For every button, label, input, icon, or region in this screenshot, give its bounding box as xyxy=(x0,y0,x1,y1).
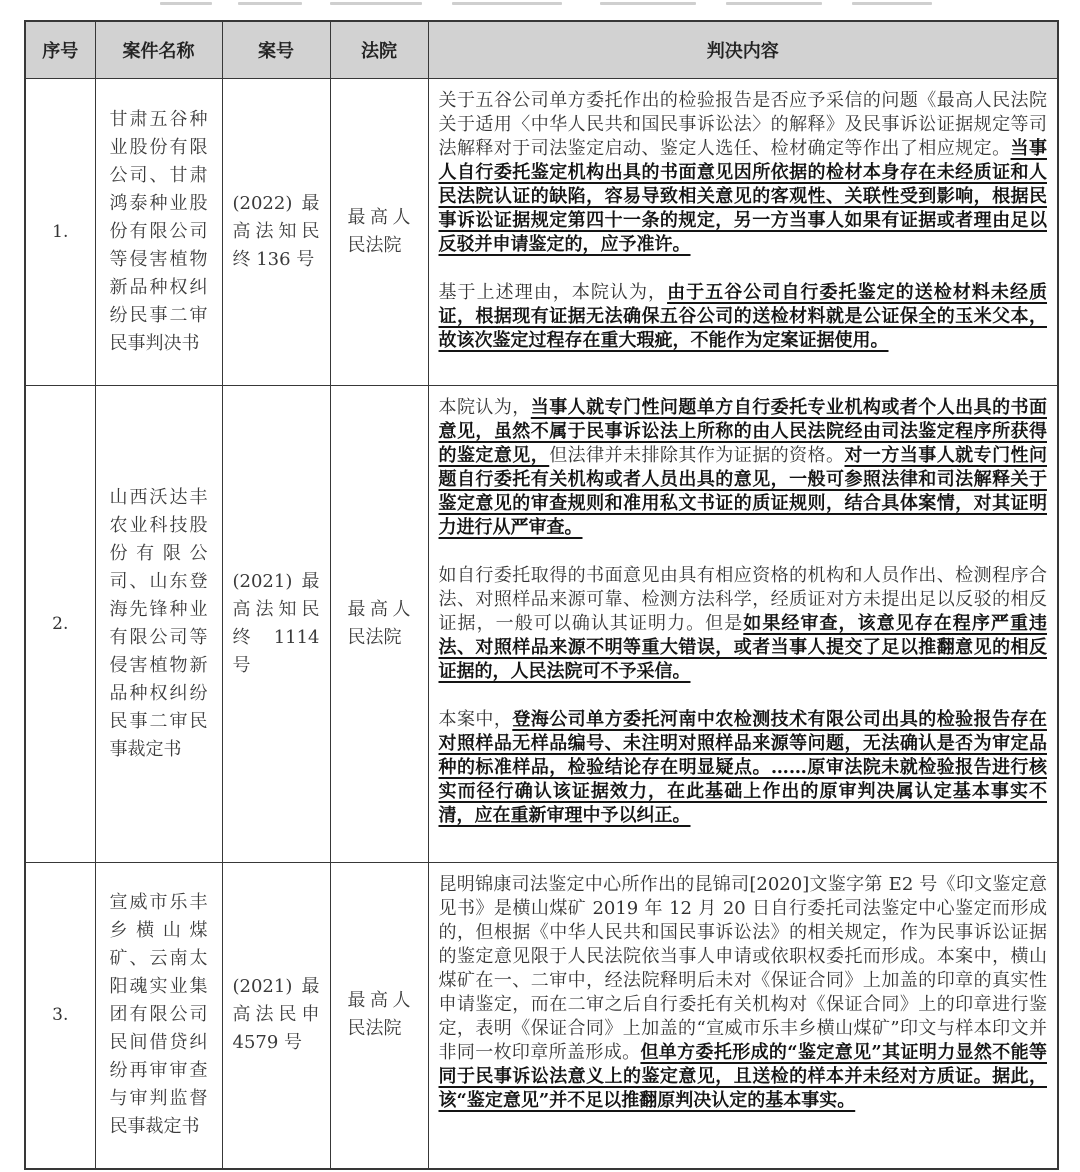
plain-text: 但法律并未排除其作为证据的资格。 xyxy=(549,445,845,466)
title-fragment xyxy=(238,2,302,5)
plain-text: 本案中， xyxy=(438,709,513,730)
cell-case-name: 宣威市乐丰乡横山煤矿、云南太阳魂实业集团有限公司民间借贷纠纷再审审查与审判监督民事裁定书 xyxy=(95,863,222,1169)
header-court: 法院 xyxy=(330,21,428,79)
title-fragment xyxy=(852,2,932,5)
emphasized-text: 但单方委托形成的“鉴定意见”其证明力显然不能等同于民事诉讼法意义上的鉴定意见，且送检的样本并未经对方质证。据此，该“鉴定意见”并不足以推翻原判决认定的基本事实。 xyxy=(438,1042,1047,1111)
emphasized-text: 登海公司单方委托河南中农检测技术有限公司出具的检验报告存在对照样品无样品编号、未注明对照样品来源等问题，无法确认是否为审定品种的标准样品，检验结论存在明显疑点。……原审法院未就检验报告进行核实而径行确认该证据效力，在此基础上作出的原审判决属认定基本事实不清，应在重新审理中予以纠正。 xyxy=(438,709,1047,826)
cell-index: 3. xyxy=(25,863,95,1169)
header-index: 序号 xyxy=(25,21,95,79)
emphasized-text: 当事人自行委托鉴定机构出具的书面意见因所依据的检材本身存在未经质证和人民法院认证的缺陷，容易导致相关意见的客观性、关联性受到影响，根据民事诉讼证据规定第四十一条的规定，另一方当事人如果有证据或者理由足以反驳并申请鉴定的，应予准许。 xyxy=(438,138,1047,255)
judgment-table xyxy=(24,20,1059,1170)
cell-index: 2. xyxy=(25,386,95,863)
table-row xyxy=(25,386,1058,863)
cell-index: 1. xyxy=(25,79,95,386)
table-row xyxy=(25,79,1058,386)
cell-court: 最高人民法院 xyxy=(330,79,428,386)
title-fragment xyxy=(160,2,212,5)
header-case-name: 案件名称 xyxy=(95,21,222,79)
judgment-paragraph xyxy=(439,708,1048,828)
title-fragment xyxy=(452,2,562,5)
plain-text: 如自行委托取得的书面意见由具有相应资格的机构和人员作出、检测程序合法、对照样品来源可靠、检测方法科学，经质证对方未提出足以反驳的相反证据，一般可以确认其证明力。但是 xyxy=(438,565,1047,634)
title-fragment xyxy=(330,2,422,5)
emphasized-text: 当事人就专门性问题单方自行委托专业机构或者个人出具的书面意见，虽然不属于民事诉讼法上所称的由人民法院经由司法鉴定程序所获得的鉴定意见， xyxy=(438,397,1047,466)
judgment-paragraph xyxy=(439,564,1048,684)
judgment-paragraph xyxy=(439,396,1048,540)
emphasized-text: 如果经审查，该意见存在程序严重违法、对照样品来源不明等重大错误，或者当事人提交了足以推翻意见的相反证据的，人民法院可不予采信。 xyxy=(438,613,1048,682)
cell-judgment xyxy=(428,863,1058,1169)
cell-judgment xyxy=(428,386,1058,863)
title-fragment xyxy=(600,2,696,5)
cell-case-number: (2021) 最高法知民终 1114 号 xyxy=(222,386,330,863)
cell-case-number: (2022) 最高法知民终 136 号 xyxy=(222,79,330,386)
cell-case-number: (2021) 最高法民申 4579 号 xyxy=(222,863,330,1169)
plain-text: 昆明锦康司法鉴定中心所作出的昆锦司[2020]文鉴字第 E2 号《印文鉴定意见书》是横山煤矿 2019 年 12 月 20 日自行委托司法鉴定中心鉴定而形成的，但根据《中华人民共和国民事诉讼法》的相关规定，作为民事诉讼证据的鉴定意见限于人民法院依当事人申请或依职权委托而形成。本案中，横山煤矿在一、二审中，经法院释明后未对《保证合同》上加盖的印章的真实性申请鉴定，而在二审之后自行委托有关机构对《保证合同》上的印章进行鉴定，表明《保证合同》上加盖的“宣威市乐丰乡横山煤矿”印文与样本印文并非同一枚印章所盖形成。 xyxy=(438,874,1047,1063)
plain-text: 本院认为， xyxy=(438,397,531,418)
cell-court: 最高人民法院 xyxy=(330,863,428,1169)
cell-case-name: 山西沃达丰农业科技股份有限公司、山东登海先锋种业有限公司等侵害植物新品种权纠纷民事二审民事裁定书 xyxy=(95,386,222,863)
plain-text: 关于五谷公司单方委托作出的检验报告是否应予采信的问题《最高人民法院关于适用〈中华人民共和国民事诉讼法〉的解释》及民事诉讼证据规定等司法解释对于司法鉴定启动、鉴定人选任、检材确定等作出了相应规定。 xyxy=(438,90,1047,159)
emphasized-text: 由于五谷公司自行委托鉴定的送检材料未经质证，根据现有证据无法确保五谷公司的送检材料就是公证保全的玉米父本，故该次鉴定过程存在重大瑕疵，不能作为定案证据使用。 xyxy=(438,282,1048,351)
clipped-title-fragments xyxy=(0,0,1080,12)
cell-court: 最高人民法院 xyxy=(330,386,428,863)
table-body xyxy=(25,79,1058,1169)
header-judgment: 判决内容 xyxy=(428,21,1058,79)
judgment-paragraph xyxy=(439,89,1048,257)
title-fragment xyxy=(726,2,822,5)
header-case-number: 案号 xyxy=(222,21,330,79)
judgment-paragraph xyxy=(439,873,1048,1113)
header-row xyxy=(25,21,1058,79)
cell-case-name: 甘肃五谷种业股份有限公司、甘肃鸿泰种业股份有限公司等侵害植物新品种权纠纷民事二审民事判决书 xyxy=(95,79,222,386)
judgment-paragraph xyxy=(439,281,1048,353)
plain-text: 基于上述理由，本院认为， xyxy=(438,282,668,303)
cell-judgment xyxy=(428,79,1058,386)
table-row xyxy=(25,863,1058,1169)
emphasized-text: 对一方当事人就专门性问题自行委托有关机构或者人员出具的意见，一般可参照法律和司法解释关于鉴定意见的审查规则和准用私文书证的质证规则，结合具体案情，对其证明力进行从严审查。 xyxy=(438,445,1047,538)
